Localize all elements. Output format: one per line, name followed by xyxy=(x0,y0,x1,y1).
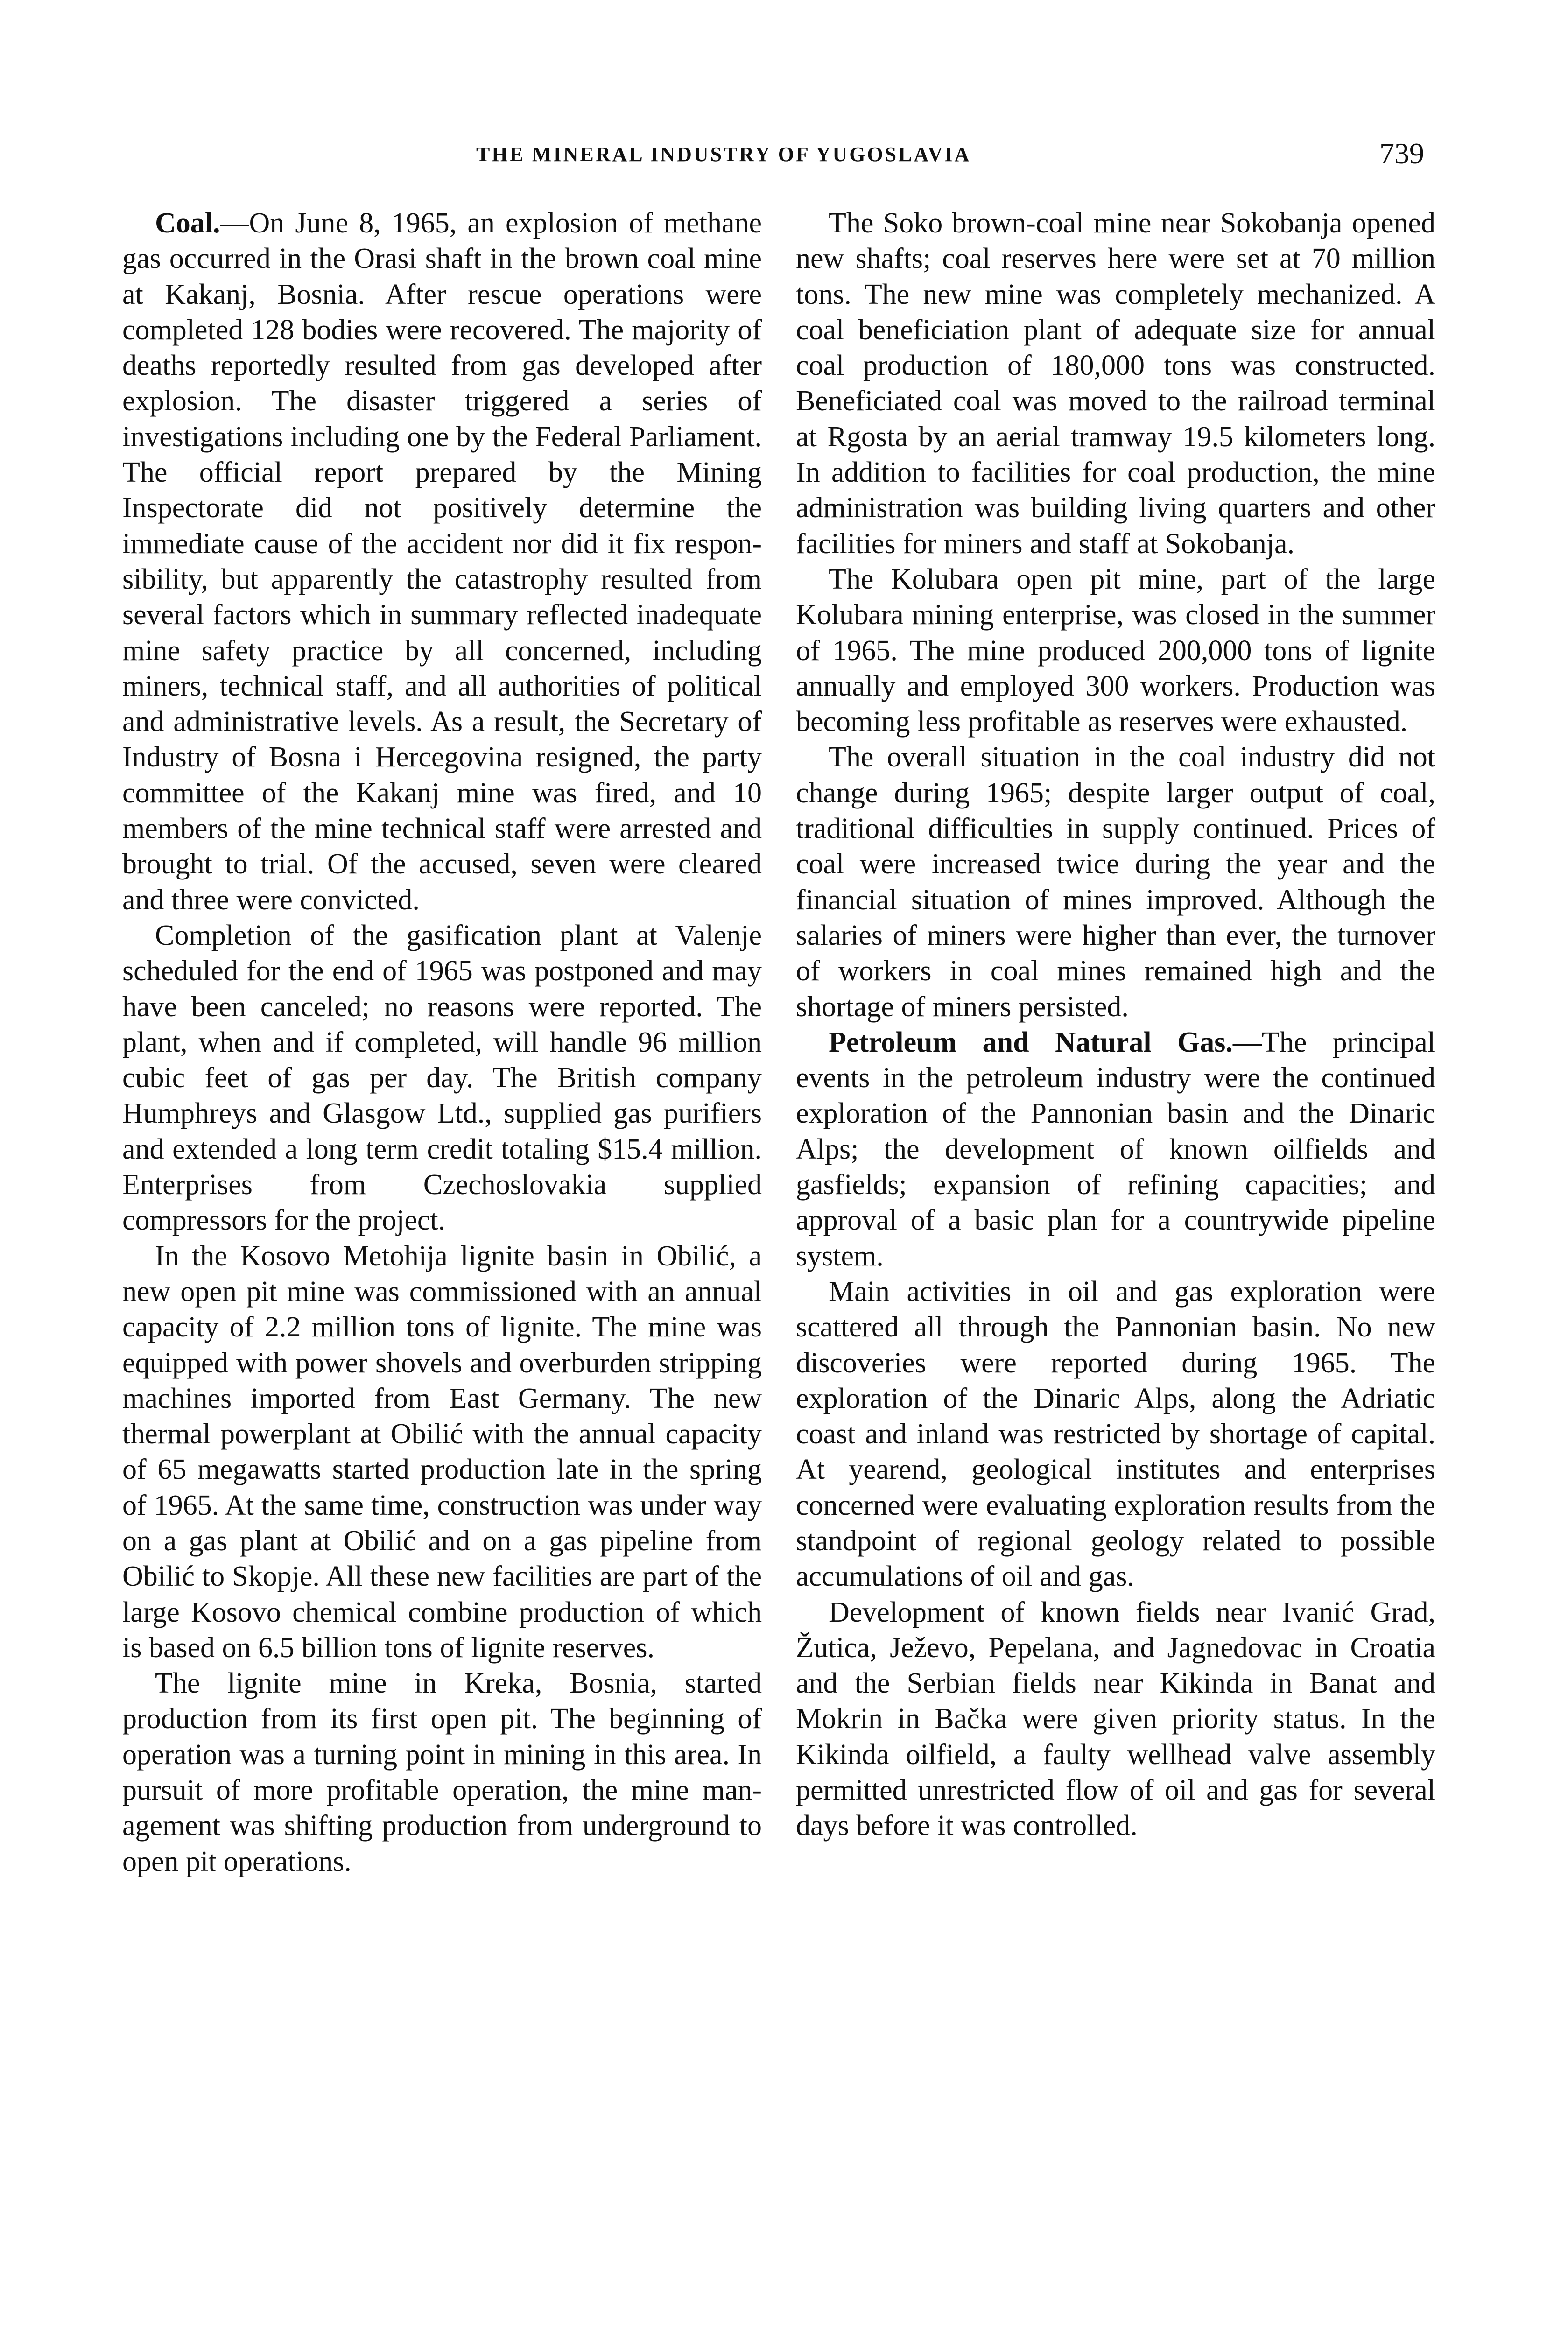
paragraph-coal-industry-situation: The overall situation in the coal industry did not change during 1965; despite larger output of coal, traditional difficulties in supply continued. Prices of coal were increased twice during the year and the financial situation of mines improved. Although the salaries of miners were higher than ever, the turnover of workers in coal mines remained high and the shortage of miners persisted. xyxy=(796,741,1435,1023)
page-number: 739 xyxy=(1379,137,1424,170)
paragraph-coal-explosion xyxy=(122,205,762,918)
right-column xyxy=(796,205,1435,1844)
paragraph-kolubara-mine: The Kolubara open pit mine, part of the large Kolubara mining enterprise, was closed in the summer of 1965. The mine produced 200,000 tons of lignite annually and employed 300 workers. Production was becoming less profitable as reserves were exhausted. xyxy=(796,563,1435,738)
running-header-title: THE MINERAL INDUSTRY OF YUGOSLAVIA xyxy=(476,143,971,166)
paragraph-petroleum xyxy=(796,1025,1435,1274)
section-heading-petroleum: Petroleum and Natural Gas. xyxy=(829,1026,1233,1058)
paragraph-text: —On June 8, 1965, an explosion of methane gas occurred in the Orasi shaft in the brown coal mine at Kakanj, Bosnia. After rescue operations were completed 128 bodies were recovered. The majority of deaths reportedly resulted from gas developed after explosion. The disaster triggered a series of investigations including one by the Federal Parliament. The official report prepared by the Mining Inspectorate did not positively determine the immediate cause of the accident nor did it fix responsibility, but apparently the catastrophy resulted from several factors which in summary reflected inadequate mine safety practice by all concerned, including miners, technical staff, and all authorities of political and administrative levels. As a result, the Secretary of Industry of Bosna i Hercegovina resigned, the party committee of the Kakanj mine was fired, and 10 members of the mine technical staff were arrested and brought to trial. Of the accused, seven were cleared and three were convicted. xyxy=(122,207,762,916)
paragraph-kosovo-lignite: In the Kosovo Metohija lignite basin in Obilić, a new open pit mine was commissioned with an annual capacity of 2.2 million tons of lignite. The mine was equipped with power shovels and overburden stripping machines imported from East Germany. The new thermal powerplant at Obilić with the annual capacity of 65 megawatts started production late in the spring of 1965. At the same time, construction was under way on a gas plant at Obilić and on a gas pipeline from Obilić to Skopje. All these new facilities are part of the large Kosovo chemical combine production of which is based on 6.5 billion tons of lignite reserves. xyxy=(122,1240,762,1664)
section-heading-coal: Coal. xyxy=(155,207,220,239)
paragraph-text: —The principal events in the petroleum industry were the continued exploration of the Pannonian basin and the Dinaric Alps; the development of known oilfields and gasfields; expansion of refining capacities; and approval of a basic plan for a countrywide pipeline system. xyxy=(796,1026,1435,1272)
paragraph-exploration: Main activities in oil and gas exploration were scattered all through the Pannonian basin. No new discoveries were reported during 1965. The exploration of the Dinaric Alps, along the Adriatic coast and inland was restricted by shortage of capital. At yearend, geological institutes and enterprises concerned were evaluating exploration results from the standpoint of regional geology related to possible accumulations of oil and gas. xyxy=(796,1275,1435,1593)
paragraph-kreka-mine: The lignite mine in Kreka, Bosnia, started production from its first open pit. The beginning of operation was a turning point in mining in this area. In pursuit of more profitable operation, the mine management was shifting production from underground to open pit operations. xyxy=(122,1667,762,1877)
paragraph-gasification-plant: Completion of the gasification plant at Valenje scheduled for the end of 1965 was postponed and may have been canceled; no reasons were reported. The plant, when and if completed, will handle 96 million cubic feet of gas per day. The British company Humphreys and Glasgow Ltd., supplied gas purifiers and extended a long term credit totaling $15.4 million. Enterprises from Czechoslovakia supplied compressors for the project. xyxy=(122,919,762,1237)
paragraph-soko-mine: The Soko brown-coal mine near Sokobanja opened new shafts; coal reserves here were set at 70 million tons. The new mine was completely mechanized. A coal beneficiation plant of adequate size for annual coal production of 180,000 tons was constructed. Beneficiated coal was moved to the railroad terminal at Rgosta by an aerial tramway 19.5 kilometers long. In addition to facilities for coal production, the mine administration was building living quarters and other facilities for miners and staff at Sokobanja. xyxy=(796,207,1435,560)
paragraph-field-development: Development of known fields near Ivanić Grad, Žutica, Ježevo, Pepelana, and Jagnedovac in Croatia and the Serbian fields near Kikinda in Banat and Mokrin in Bačka were given priority status. In the Kikinda oilfield, a faulty wellhead valve assembly permitted unrestricted flow of oil and gas for several days before it was controlled. xyxy=(796,1596,1435,1842)
left-column xyxy=(122,205,762,1879)
